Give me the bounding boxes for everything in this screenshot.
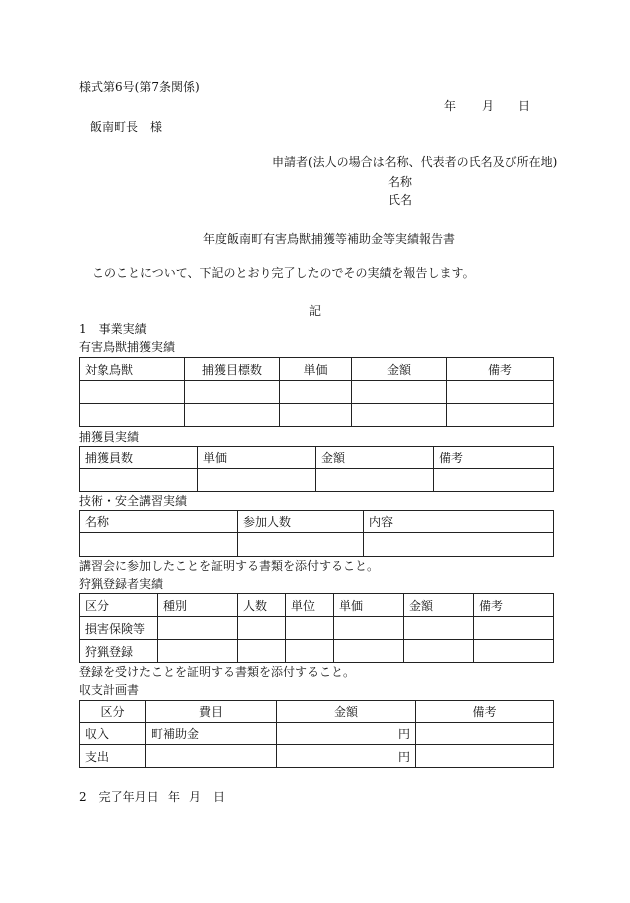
applicant-label: 申請者(法人の場合は名称、代表者の氏名及び所在地) [272,155,558,169]
addressee: 飯南町長 様 [90,120,163,134]
form-number: 様式第6号(第7条関係) [79,80,200,94]
header-cell: 人数 [238,594,286,617]
header-cell: 金額 [277,701,416,723]
ki-label: 記 [309,304,322,318]
training-note: 講習会に参加したことを証明する書類を添付すること。 [79,559,380,573]
header-cell: 区分 [80,594,158,617]
input-cell[interactable] [447,404,554,427]
row-label: 狩猟登録 [80,640,158,663]
header-cell: 金額 [316,447,434,469]
input-cell[interactable] [238,640,286,663]
header-cell: 参加人数 [238,511,364,533]
table-header-row [80,594,554,617]
header-cell: 捕獲員数 [80,447,198,469]
input-cell[interactable] [447,381,554,404]
header-cell: 捕獲目標数 [185,358,280,381]
input-cell[interactable] [80,404,185,427]
input-cell[interactable] [334,617,404,640]
input-cell[interactable] [352,404,447,427]
completion-day-label: 日 [213,790,226,804]
input-cell[interactable] [316,469,434,492]
applicant-name-label: 名称 [388,175,413,189]
header-cell: 内容 [364,511,554,533]
budget-plan-title: 収支計画書 [79,683,140,697]
table-header-row [80,701,554,723]
input-cell[interactable] [238,617,286,640]
input-cell[interactable] [434,469,554,492]
date-year-label: 年 [444,99,457,113]
input-cell[interactable] [334,640,404,663]
capture-results-title: 有害鳥獣捕獲実績 [79,340,176,354]
input-cell[interactable] [185,381,280,404]
header-cell: 区分 [80,701,146,723]
section1-heading: 1 事業実績 [79,322,147,336]
header-cell: 金額 [352,358,447,381]
hunting-license-title: 狩猟登録者実績 [79,577,164,591]
header-cell: 単価 [334,594,404,617]
header-cell: 名称 [80,511,238,533]
input-cell[interactable] [80,533,238,557]
table-row [80,404,554,427]
capturer-results-table [79,446,554,492]
budget-item: 町補助金 [146,723,277,745]
completion-month-label: 月 [189,790,202,804]
table-row [80,533,554,557]
applicant-person-label: 氏名 [388,193,413,207]
input-cell[interactable] [416,723,554,745]
budget-plan-table [79,700,554,768]
input-cell[interactable] [80,469,198,492]
table-row [80,745,554,768]
table-header-row [80,358,554,381]
amount-cell[interactable]: 円 [277,745,416,768]
hunting-license-note: 登録を受けたことを証明する書類を添付すること。 [79,665,356,679]
row-label: 支出 [80,745,146,768]
header-cell: 単位 [286,594,334,617]
date-month-label: 月 [482,99,495,113]
input-cell[interactable] [474,640,554,663]
table-row [80,640,554,663]
input-cell[interactable] [416,745,554,768]
header-cell: 種別 [158,594,238,617]
input-cell[interactable] [364,533,554,557]
header-cell: 備考 [434,447,554,469]
table-row [80,723,554,745]
header-cell: 金額 [404,594,474,617]
intro-text: このことについて、下記のとおり完了したのでその実績を報告します。 [92,266,475,280]
input-cell[interactable] [158,617,238,640]
hunting-license-table [79,593,554,663]
row-label: 収入 [80,723,146,745]
header-cell: 単価 [280,358,352,381]
completion-year-label: 年 [168,790,181,804]
input-cell[interactable] [404,617,474,640]
header-cell: 備考 [447,358,554,381]
table-row [80,469,554,492]
budget-item[interactable] [146,745,277,768]
training-results-title: 技術・安全講習実績 [79,494,188,508]
input-cell[interactable] [474,617,554,640]
date-day-label: 日 [518,99,531,113]
header-cell: 費目 [146,701,277,723]
input-cell[interactable] [80,381,185,404]
header-cell: 対象鳥獣 [80,358,185,381]
table-header-row [80,447,554,469]
capturer-results-title: 捕獲員実績 [79,430,140,444]
input-cell[interactable] [286,640,334,663]
header-cell: 備考 [416,701,554,723]
training-results-table [79,510,554,557]
header-cell: 備考 [474,594,554,617]
table-row [80,381,554,404]
amount-cell[interactable]: 円 [277,723,416,745]
section2-heading: 2 完了年月日 [79,790,159,804]
input-cell[interactable] [198,469,316,492]
row-label: 損害保険等 [80,617,158,640]
input-cell[interactable] [280,381,352,404]
input-cell[interactable] [185,404,280,427]
input-cell[interactable] [286,617,334,640]
input-cell[interactable] [352,381,447,404]
input-cell[interactable] [158,640,238,663]
input-cell[interactable] [404,640,474,663]
input-cell[interactable] [238,533,364,557]
document-title: 年度飯南町有害鳥獣捕獲等補助金等実績報告書 [203,232,456,246]
table-row [80,617,554,640]
capture-results-table [79,357,554,427]
table-header-row [80,511,554,533]
header-cell: 単価 [198,447,316,469]
input-cell[interactable] [280,404,352,427]
